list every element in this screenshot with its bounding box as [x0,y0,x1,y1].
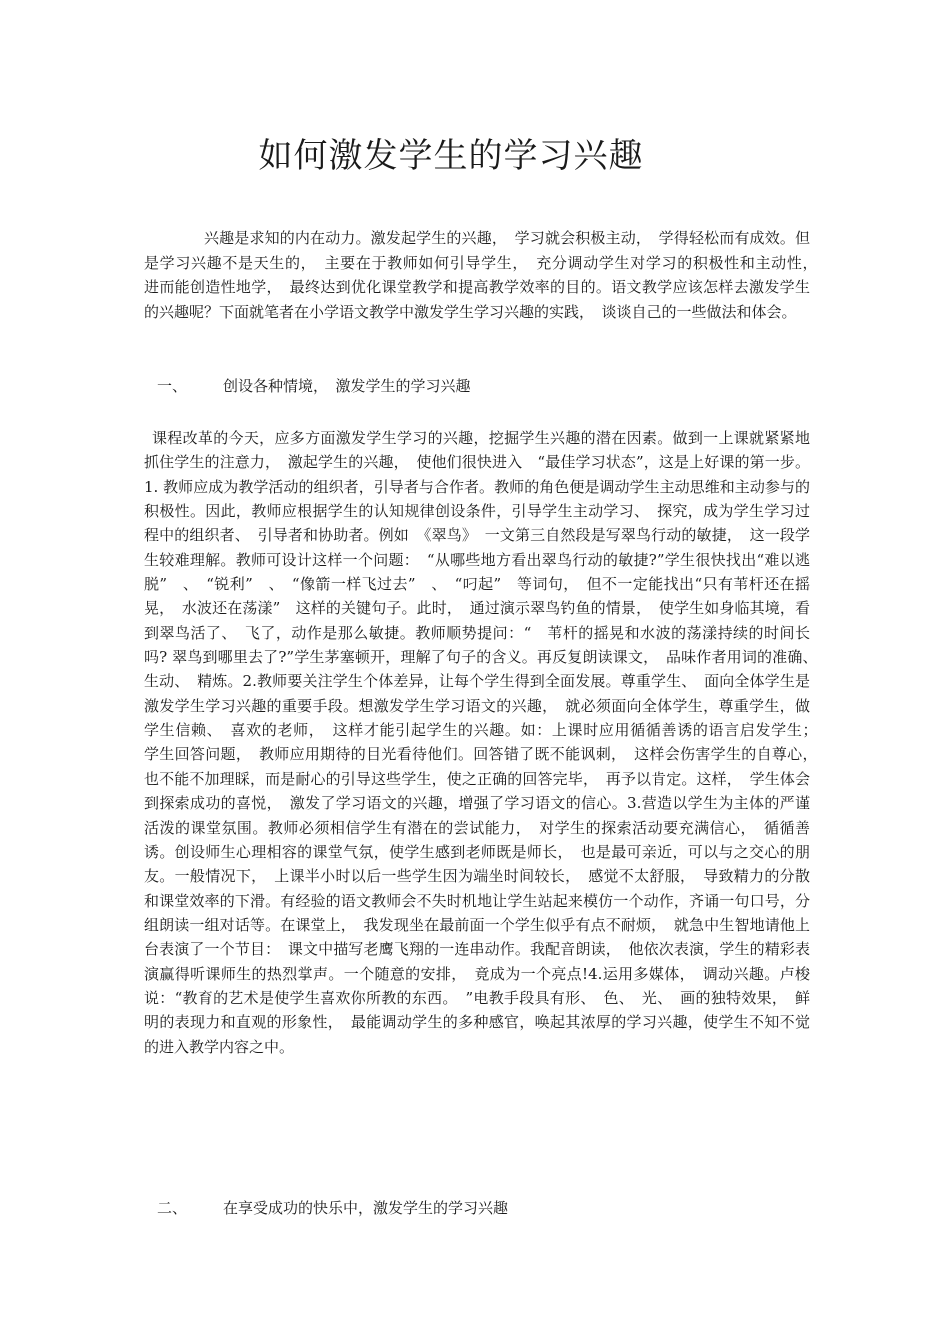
section-2-number: 二、 [157,1199,188,1217]
section-2-title: 在享受成功的快乐中，激发学生的学习兴趣 [223,1199,509,1217]
document-title: 如何激发学生的学习兴趣 [258,136,644,176]
section-2-heading [157,1196,657,1220]
section-1-body: 课程改革的今天，应多方面激发学生学习的兴趣，挖掘学生兴趣的潜在因素。做到一上课就紧紧地抓住学生的注意力， 激起学生的兴趣， 使他们很快进入 “最佳学习状态”，这是上好课的第一步。1. 教师应成为教学活动的组织者，引导者与合作者。教师的角色便是调动学生主动思维和主动参与的积极性。因此，教师应根据学生的认知规律创设条件，引导学生主动学习、 探究，成为学生学习过程中的组织者、 引导者和协助者。例如 《翠鸟》 一文第三自然段是写翠鸟行动的敏捷， 这一段学生较难理解。教师可设计这样一个问题： “从哪些地方看出翠鸟行动的敏捷?”学生很快找出“难以逃脱” 、 “锐利” 、 “像箭一样飞过去” 、 “叼起” 等词句， 但不一定能找出“只有苇杆还在摇晃， 水波还在荡漾” 这样的关键句子。此时， 通过演示翠鸟钓鱼的情景， 使学生如身临其境，看到翠鸟活了、 飞了，动作是那么敏捷。教师顺势提问：“ 苇杆的摇晃和水波的荡漾持续的时间长吗? 翠鸟到哪里去了?”学生茅塞顿开，理解了句子的含义。再反复朗读课文， 品味作者用词的准确、 生动、 精炼。2.教师要关注学生个体差异，让每个学生得到全面发展。尊重学生、 面向全体学生是激发学生学习兴趣的重要手段。想激发学生学习语文的兴趣， 就必须面向全体学生，尊重学生，做学生信赖、 喜欢的老师， 这样才能引起学生的兴趣。如：上课时应用循循善诱的语言启发学生； 学生回答问题， 教师应用期待的目光看待他们。回答错了既不能讽刺， 这样会伤害学生的自尊心， 也不能不加理睬，而是耐心的引导这些学生，使之正确的回答完毕， 再予以肯定。这样， 学生体会到探索成功的喜悦， 激发了学习语文的兴趣，增强了学习语文的信心。3.营造以学生为主体的严谨活泼的课堂氛围。教师必须相信学生有潜在的尝试能力， 对学生的探索活动要充满信心， 循循善诱。创设师生心理相容的课堂气氛，使学生感到老师既是师长， 也是最可亲近，可以与之交心的朋友。一般情况下， 上课半小时以后一些学生因为端坐时间较长， 感觉不太舒服， 导致精力的分散和课堂效率的下滑。有经验的语文教师会不失时机地让学生站起来模仿一个动作，齐诵一句口号，分组朗读一组对话等。在课堂上， 我发现坐在最前面一个学生似乎有点不耐烦， 就急中生智地请他上台表演了一个节目： 课文中描写老鹰飞翔的一连串动作。我配音朗读， 他依次表演，学生的精彩表演赢得听课师生的热烈掌声。一个随意的安排， 竟成为一个亮点!4.运用多媒体， 调动兴趣。卢梭说：“教育的艺术是使学生喜欢你所教的东西。 ”电教手段具有形、 色、 光、 画的独特效果， 鲜明的表现力和直观的形象性， 最能调动学生的多种感官，唤起其浓厚的学习兴趣，使学生不知不觉的进入教学内容之中。 [144,429,826,1056]
section-1-number: 一、 [157,377,188,395]
section-1-heading [157,374,657,398]
intro-paragraph: 兴趣是求知的内在动力。激发起学生的兴趣， 学习就会积极主动， 学得轻松而有成效。但是学习兴趣不是天生的， 主要在于教师如何引导学生， 充分调动学生对学习的积极性和主动性， 进而能创造性地学， 最终达到优化课堂教学和提高教学效率的目的。语文教学应该怎样去激发学生的兴趣呢？下面就笔者在小学语文教学中激发学生学习兴趣的实践， 谈谈自己的一些做法和体会。 [144,229,826,321]
section-1-title: 创设各种情境， 激发学生的学习兴趣 [223,377,471,395]
